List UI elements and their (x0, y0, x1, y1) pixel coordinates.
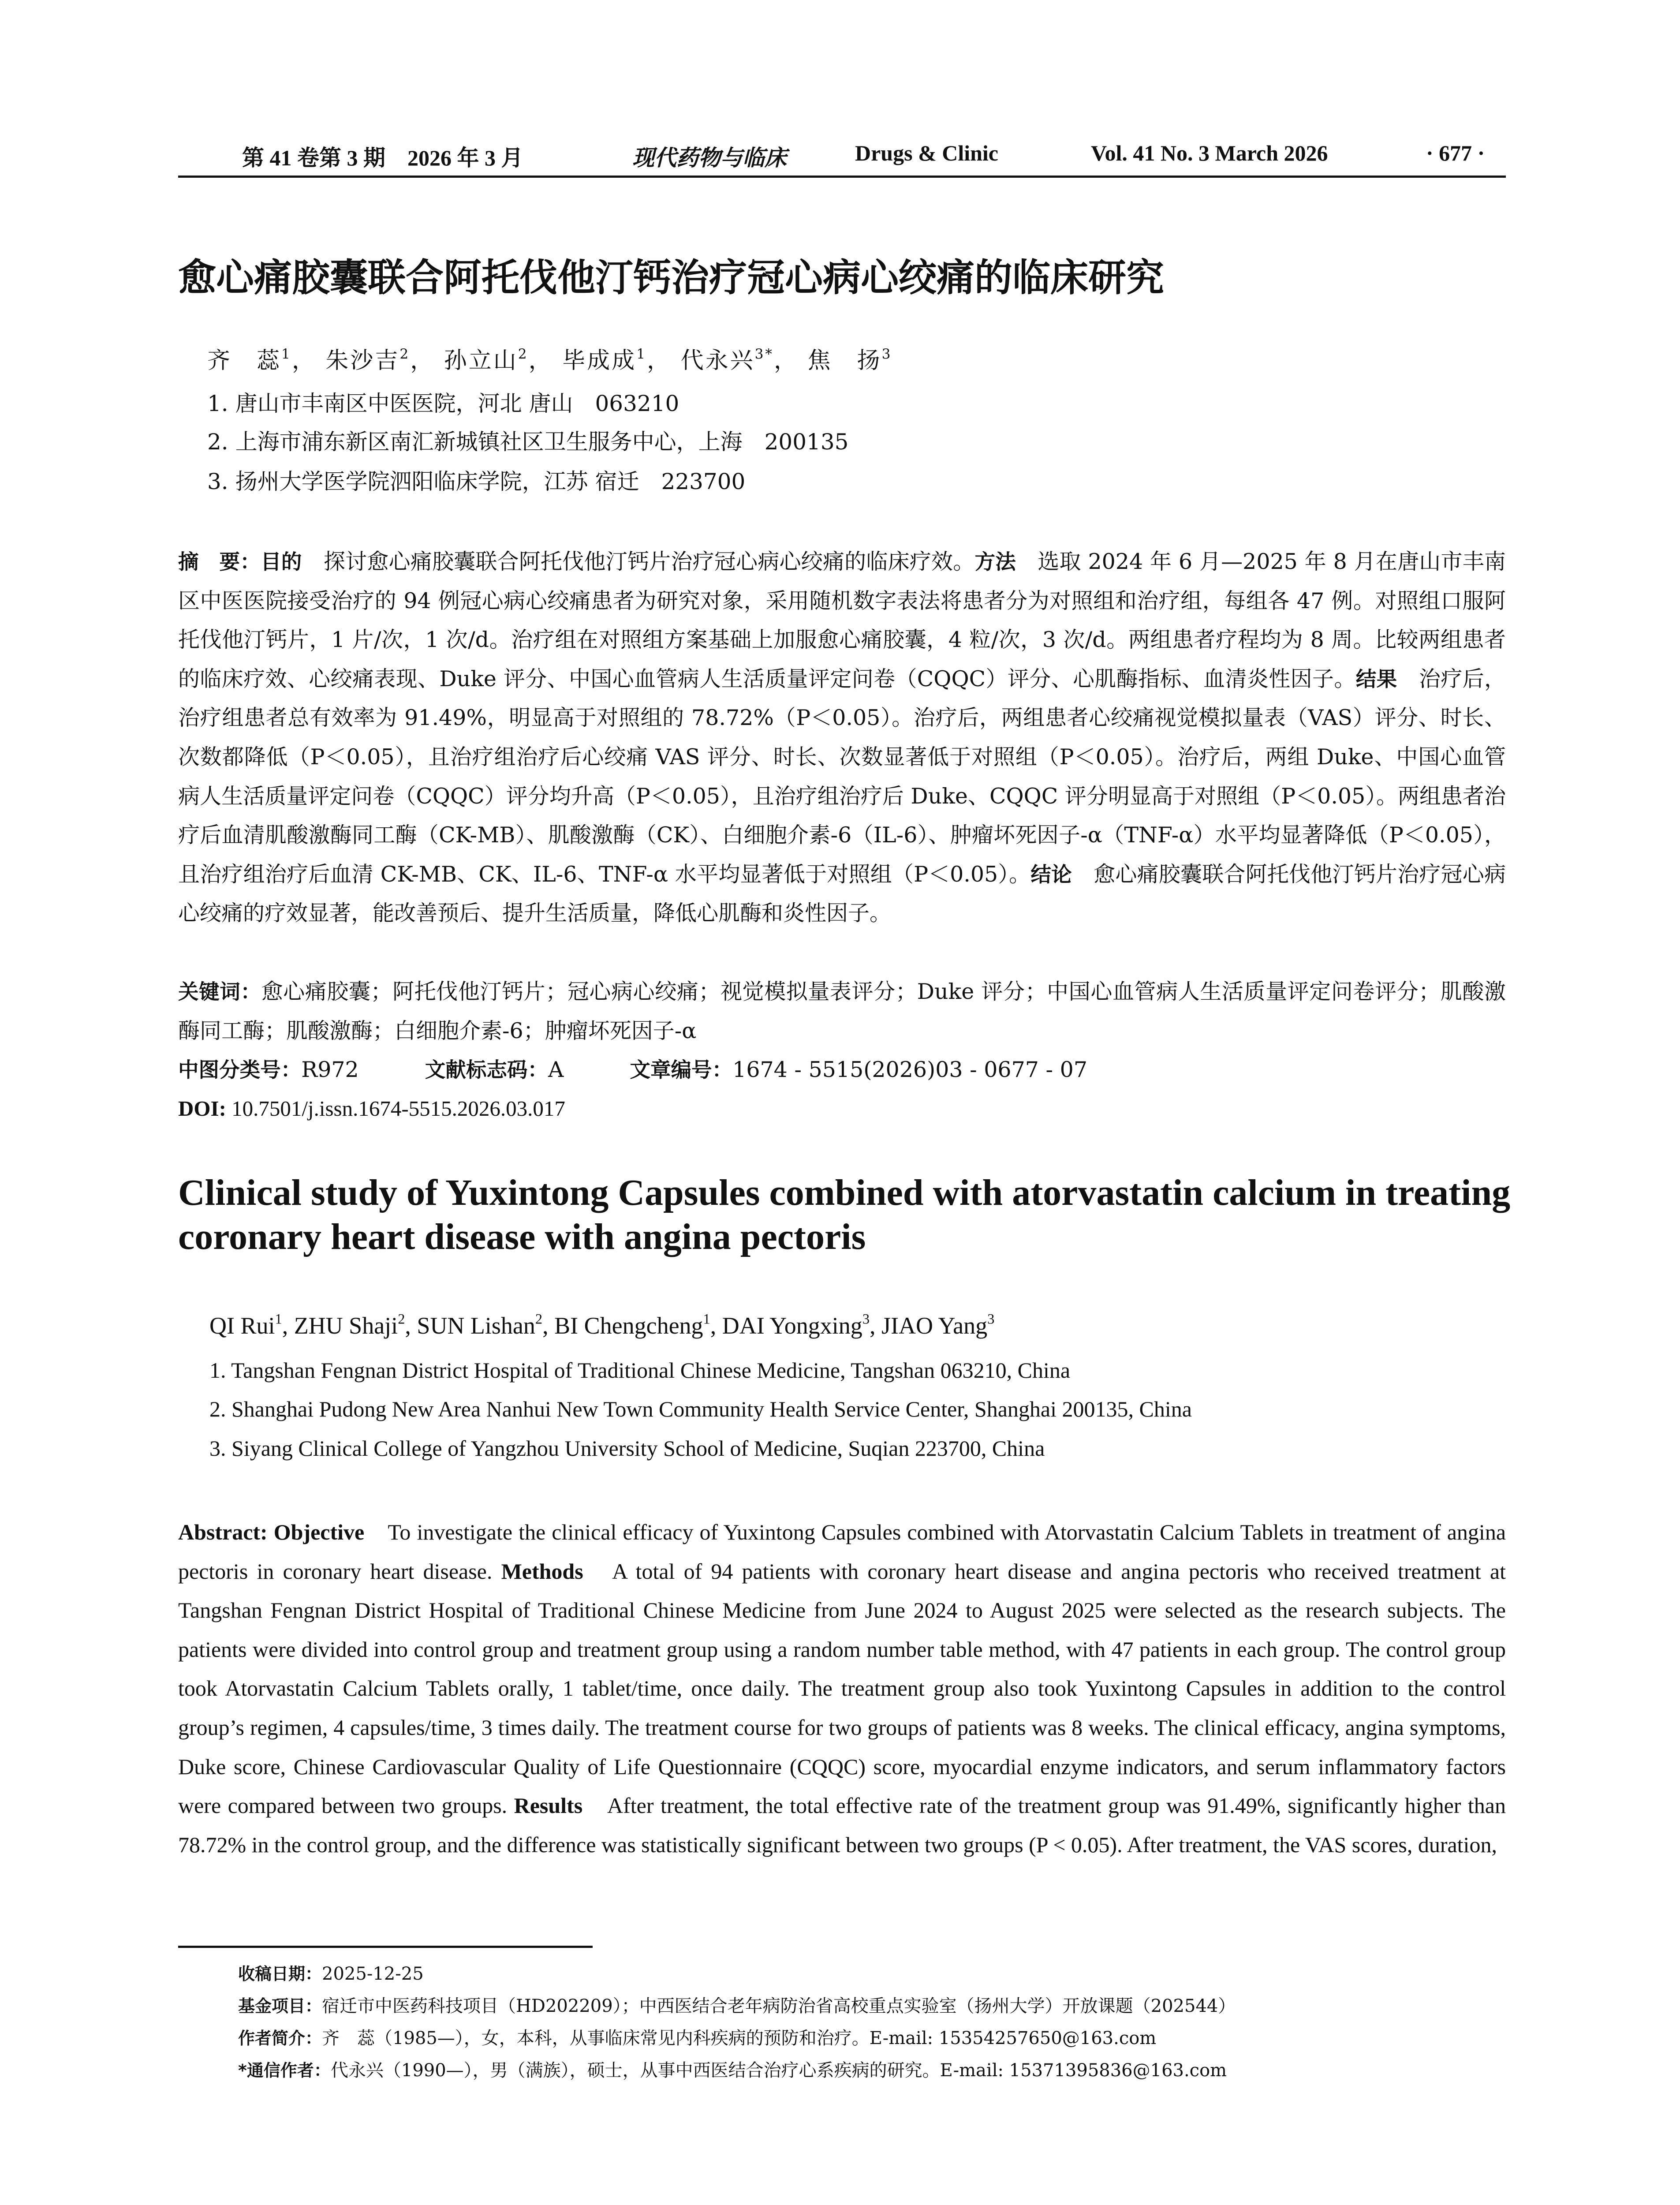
article-no-value: 1674 - 5515(2026)03 - 0677 - 07 (732, 1057, 1088, 1082)
authors-en: QI Rui$^1$, ZHU Shaji$^2$, SUN Lishan$^2$, BI Chengcheng$^1$, DAI Yongxing$^3$, JIAO Yang$^3$ (209, 1311, 995, 1339)
footnote-funding (238, 1990, 1236, 2022)
abstract-label: Abstract: (178, 1520, 268, 1544)
author-sup: 2 (399, 346, 411, 363)
objective-label: Objective (267, 1520, 365, 1544)
doi-label: DOI: (178, 1096, 226, 1121)
author: 毕成成 (562, 348, 637, 374)
author-sup: 2 (535, 1311, 543, 1327)
results-label: Results (514, 1793, 583, 1818)
keywords-label: 关键词： (178, 980, 261, 1004)
issue-cn: 第 41 卷第 3 期 2026 年 3 月 (242, 146, 523, 170)
affiliation-cn: 1. 唐山市丰南区中医医院，河北 唐山 063210 (207, 391, 679, 416)
doc-code-value: A (548, 1057, 564, 1082)
title-en: Clinical study of Yuxintong Capsules combined with atorvastatin calcium in treating coronary heart disease with angina pectoris (178, 1172, 1511, 1257)
author: 代永兴 (680, 348, 755, 374)
page-number: · 677 · (1426, 141, 1485, 165)
author: BI Chengcheng (554, 1312, 703, 1339)
conclusion-text: 愈心痛胶囊联合阿托伐他汀钙片治疗冠心病心绞痛的疗效显著，能改善预后、提升生活质量，降低心肌酶和炎性因子。 (178, 861, 1506, 926)
author: SUN Lishan (417, 1312, 535, 1339)
author-sup: 1 (636, 346, 647, 363)
abstract-cn (178, 542, 1506, 933)
footnote-label: 收稿日期： (238, 1964, 322, 1984)
abstract-en (178, 1513, 1506, 1864)
results-text: 治疗后，治疗组患者总有效率为 91.49%，明显高于对照组的 78.72%（P＜0.05）。治疗后，两组患者心绞痛视觉模拟量表（VAS）评分、时长、次数都降低（P＜0.05），且治疗组治疗后心绞痛 VAS 评分、时长、次数显著低于对照组（P＜0.05）。治疗后，两组 Duke、中国心血管病人生活质量评定问卷（CQQC）评分均升高（P＜0.05），且治疗组治疗后 Duke、CQQC 评分明显高于对照组（P＜0.05）。两组患者治疗后血清肌酸激酶同工酶（CK-MB）、肌酸激酶（CK）、白细胞介素-6（IL-6）、肿瘤坏死因子-α（TNF-α）水平均显著降低（P＜0.05），且治疗组治疗后血清 CK-MB、CK、IL-6、TNF-α 水平均显著低于对照组（P＜0.05）。 (178, 666, 1506, 887)
methods-label: Methods (501, 1558, 583, 1584)
affiliation-en: 2. Shanghai Pudong New Area Nanhui New Town Community Health Service Center, Shanghai 200135, China (209, 1397, 1192, 1421)
objective-label: 目的 (261, 550, 302, 574)
footnote-text: 2025-12-25 (322, 1964, 424, 1984)
author-sup: 1 (703, 1311, 710, 1327)
author: QI Rui (209, 1312, 275, 1339)
objective-text: 探讨愈心痛胶囊联合阿托伐他汀钙片治疗冠心病心绞痛的临床疗效。 (302, 549, 975, 574)
authors-cn: 齐 蕊$^1$， 朱沙吉$^2$， 孙立山$^2$， 毕成成$^1$， 代永兴$^{3*}$， 焦 扬$^3$ (207, 346, 892, 374)
results-label: 结果 (1355, 667, 1397, 691)
author-sup: 3 (881, 346, 892, 363)
clc-label: 中图分类号： (178, 1058, 302, 1082)
doi-value[interactable]: 10.7501/j.issn.1674-5515.2026.03.017 (226, 1096, 565, 1121)
header-rule (178, 176, 1506, 178)
journal-name-en: Drugs & Clinic (855, 141, 998, 165)
footnote-received (238, 1958, 1236, 1990)
footnote-label: *通信作者： (238, 2061, 331, 2080)
abstract-label: 摘 要： (178, 550, 261, 574)
results-text: After treatment, the total effective rate of the treatment group was 91.49%, significantly higher than 78.72% in the control group, and the difference was statistically significant between two groups (P < 0.05). After treatment, the VAS scores, duration, (178, 1793, 1506, 1857)
doi-line (178, 1089, 1506, 1129)
author-sup: 2 (518, 346, 529, 363)
affiliation-en: 3. Siyang Clinical College of Yangzhou University School of Medicine, Suqian 223700, China (209, 1436, 1045, 1461)
objective-text: To investigate the clinical efficacy of Yuxintong Capsules combined with Atorvastatin Calcium Tablets in treatment of angina pectoris in coronary heart disease. (178, 1520, 1506, 1584)
affiliation-cn: 3. 扬州大学医学院泗阳临床学院，江苏 宿迁 223700 (207, 469, 746, 494)
author: ZHU Shaji (294, 1312, 398, 1339)
author: DAI Yongxing (722, 1312, 862, 1339)
author-sup: 1 (275, 1311, 282, 1327)
conclusion-label: 结论 (1030, 862, 1072, 886)
author-sup: 3* (754, 346, 774, 363)
author-sup: 3 (862, 1311, 870, 1327)
footnote-label: 作者简介： (238, 2029, 322, 2048)
author: 朱沙吉 (325, 348, 400, 374)
footnote-text: 宿迁市中医药科技项目（HD202209）；中西医结合老年病防治省高校重点实验室（扬州大学）开放课题（202544） (322, 1996, 1236, 2016)
affiliation-cn: 2. 上海市浦东新区南汇新城镇社区卫生服务中心，上海 200135 (207, 429, 849, 455)
footnote-label: 基金项目： (238, 1996, 322, 2016)
title-cn: 愈心痛胶囊联合阿托伐他汀钙治疗冠心病心绞痛的临床研究 (178, 256, 1164, 300)
footnote-author-bio (238, 2022, 1236, 2055)
doc-code-label: 文献标志码： (425, 1058, 549, 1082)
keywords-cn (178, 972, 1506, 1050)
author: 焦 扬 (807, 348, 882, 374)
methods-text: 选取 2024 年 6 月—2025 年 8 月在唐山市丰南区中医医院接受治疗的 94 例冠心病心绞痛患者为研究对象，采用随机数字表法将患者分为对照组和治疗组，每组各 47 例。对照组口服阿托伐他汀钙片，1 片/次，1 次/d。治疗组在对照组方案基础上加服愈心痛胶囊，4 粒/次，3 次/d。两组患者疗程均为 8 周。比较两组患者的临床疗效、心绞痛表现、Duke 评分、中国心血管病人生活质量评定问卷（CQQC）评分、心肌酶指标、血清炎性因子。 (178, 549, 1506, 691)
article-no-label: 文章编号： (630, 1058, 733, 1082)
author-sup: 3 (987, 1311, 995, 1327)
methods-label: 方法 (974, 550, 1016, 574)
author: JIAO Yang (881, 1312, 988, 1339)
issue-en: Vol. 41 No. 3 March 2026 (1091, 141, 1328, 165)
footnote-text: 代永兴（1990—），男（满族），硕士，从事中西医结合治疗心系疾病的研究。E-mail: 15371395836@163.com (330, 2060, 1227, 2081)
classification-line (178, 1050, 1506, 1090)
author: 孙立山 (444, 348, 518, 374)
methods-text: A total of 94 patients with coronary heart disease and angina pectoris who received treatment at Tangshan Fengnan District Hospital of Traditional Chinese Medicine from June 2024 to August 2025 were selected as the research subjects. The patients were divided into control group and treatment group using a random number table method, with 47 patients in each group. The control group took Atorvastatin Calcium Tablets orally, 1 tablet/time, once daily. The treatment group also took Yuxintong Capsules in addition to the control group’s regimen, 4 capsules/time, 3 times daily. The treatment course for two groups of patients was 8 weeks. The clinical efficacy, angina symptoms, Duke score, Chinese Cardiovascular Quality of Life Questionnaire (CQQC) score, myocardial enzyme indicators, and serum inflammatory factors were compared between two groups. (178, 1558, 1506, 1818)
footnote-corresponding (238, 2055, 1236, 2087)
footnote-text: 齐 蕊（1985—），女，本科，从事临床常见内科疾病的预防和治疗。E-mail: 15354257650@163.com (322, 2028, 1157, 2048)
affiliation-en: 1. Tangshan Fengnan District Hospital of Traditional Chinese Medicine, Tangshan 063210, China (209, 1358, 1071, 1383)
author-sup: 1 (281, 346, 292, 363)
journal-name-cn: 现代药物与临床 (632, 145, 787, 171)
keywords-text: 愈心痛胶囊；阿托伐他汀钙片；冠心病心绞痛；视觉模拟量表评分；Duke 评分；中国心血管病人生活质量评定问卷评分；肌酸激酶同工酶；肌酸激酶；白细胞介素-6；肿瘤坏死因子-α (178, 979, 1506, 1043)
footnote-rule (178, 1946, 593, 1948)
author: 齐 蕊 (207, 348, 282, 374)
running-header (178, 140, 1506, 176)
footnotes (238, 1958, 1236, 2087)
clc-value: R972 (301, 1057, 359, 1082)
author-sup: 2 (398, 1311, 405, 1327)
